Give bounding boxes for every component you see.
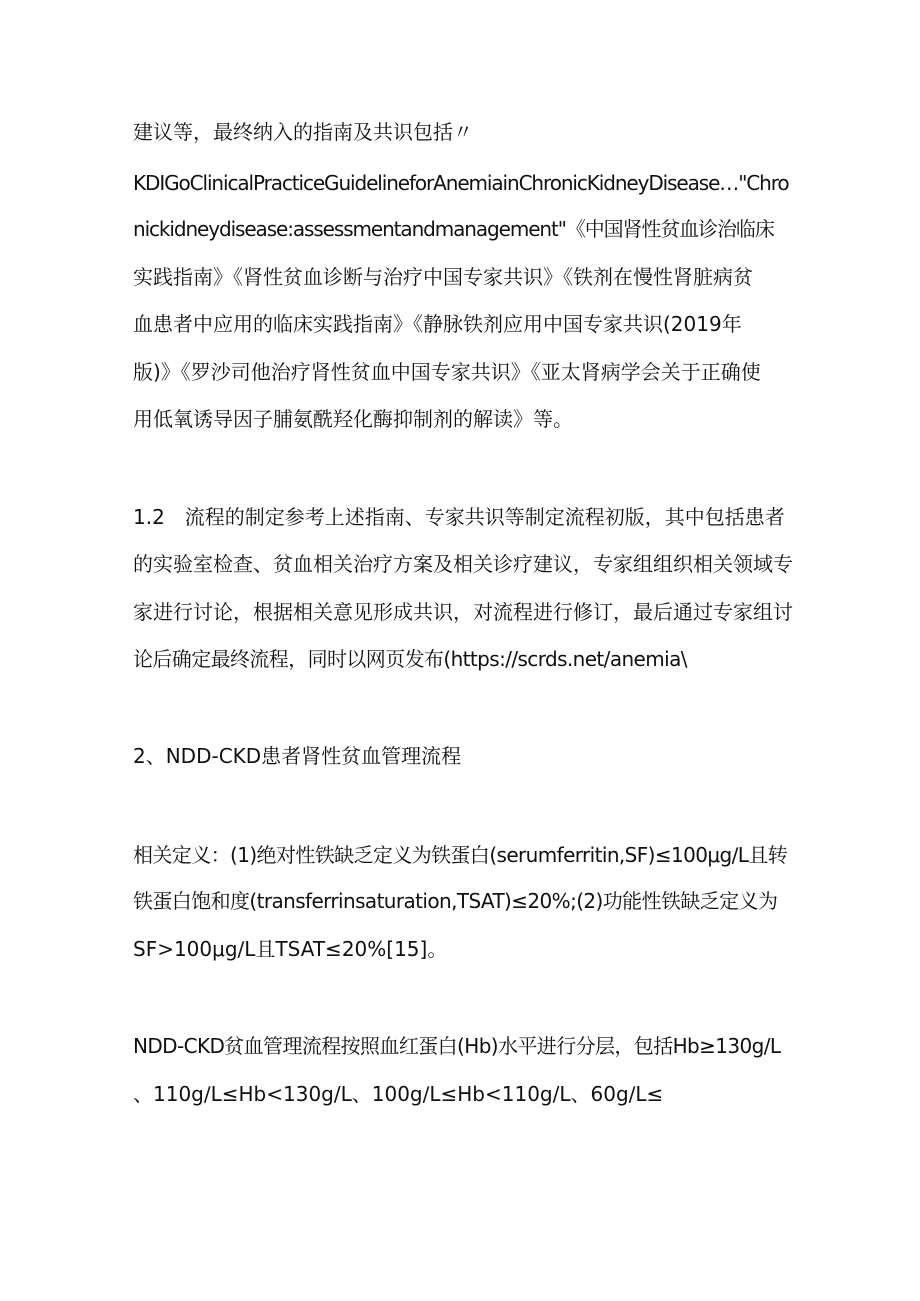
text-line: 版)》《罗沙司他治疗肾性贫血中国专家共识》《亚太肾病学会关于正确使 xyxy=(133,360,761,384)
text-line: 用低氧诱导因子脯氨酰羟化酶抑制剂的解读》等。 xyxy=(133,407,573,431)
text-line: 家进行讨论，根据相关意见形成共识，对流程进行修订，最后通过专家组讨 xyxy=(133,600,793,624)
text-line: NDD-CKD贫血管理流程按照血红蛋白(Hb)水平进行分层，包括Hb≥130g/L xyxy=(133,1034,781,1058)
text-line: 1.2 流程的制定参考上述指南、专家共识等制定流程初版，其中包括患者 xyxy=(133,505,785,529)
text-line: nickidneydisease:assessmentandmanagement"《中国肾性贫血诊治临床 xyxy=(133,217,774,241)
text-line: 实践指南》《肾性贫血诊断与治疗中国专家共识》《铁剂在慢性肾脏病贫 xyxy=(133,265,753,289)
text-line: SF>100μg∕L且TSAT≤20%[15]。 xyxy=(133,937,448,961)
text-line: 血患者中应用的临床实践指南》《静脉铁剂应用中国专家共识(2019年 xyxy=(133,312,742,336)
text-line: KDIGoClinicalPracticeGuidelineforAnemiainChronicKidneyDisease…"Chro xyxy=(133,171,789,195)
text-line: 铁蛋白饱和度(transferrinsaturation,TSAT)≤20%;(2)功能性铁缺乏定义为 xyxy=(133,889,778,913)
text-line: 的实验室检查、贫血相关治疗方案及相关诊疗建议，专家组组织相关领域专 xyxy=(133,552,793,576)
text-line: 论后确定最终流程，同时以网页发布(https://scrds.net/anemia\ xyxy=(133,647,687,671)
text-line: 、110g∕L≤Hb<130g/L、100g∕L≤Hb<110g/L、60g∕L≤ xyxy=(133,1082,664,1106)
text-line: 相关定义：(1)绝对性铁缺乏定义为铁蛋白(serumferritin,SF)≤100μg∕L且转 xyxy=(133,843,788,867)
text-line: 建议等，最终纳入的指南及共识包括〃 xyxy=(133,120,473,144)
section-heading: 2、NDD-CKD患者肾性贫血管理流程 xyxy=(133,744,462,768)
